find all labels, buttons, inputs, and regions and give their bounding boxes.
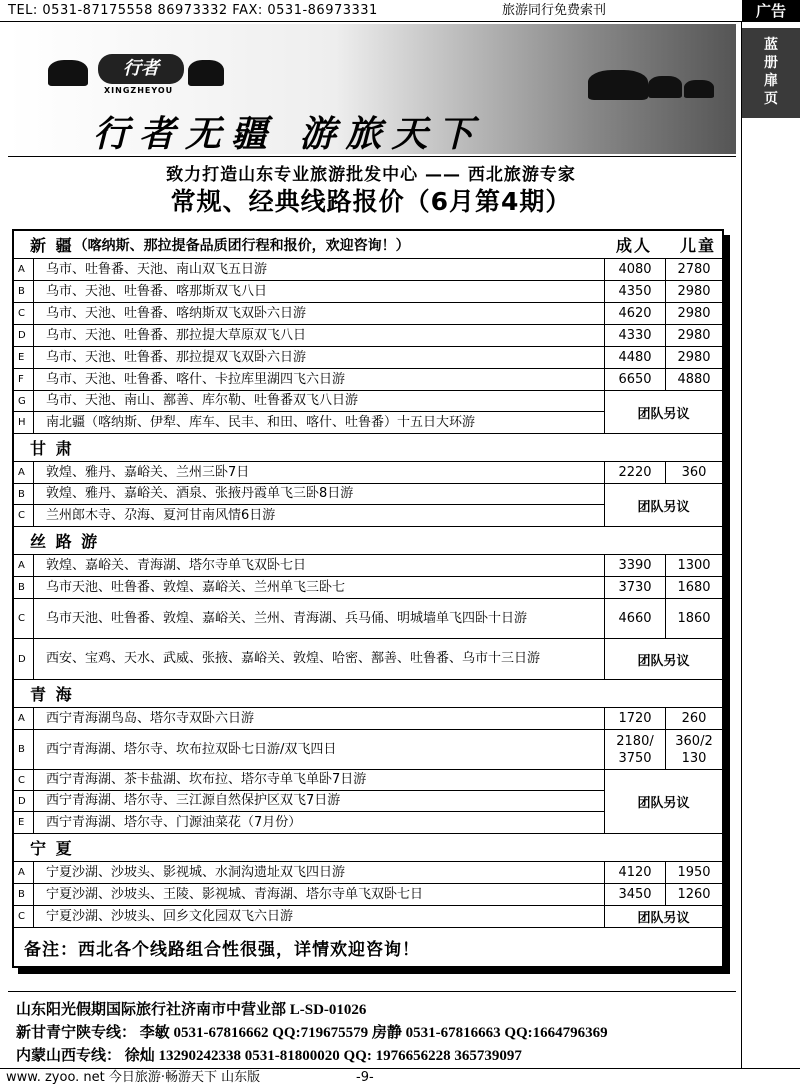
group-rows [14, 770, 722, 834]
child-price: 1300 [677, 558, 711, 573]
route-row [14, 730, 722, 770]
route-row [14, 555, 722, 577]
group-left [14, 484, 604, 526]
section-note: （喀纳斯、那拉提备品质团行程和报价，欢迎咨询！） [73, 237, 410, 254]
adult-price: 2180/ 3750 [604, 730, 666, 769]
route-row [14, 462, 722, 484]
section-name: 新 疆 [30, 236, 74, 255]
route-letter: A [14, 708, 34, 729]
camel-logo-icon [188, 60, 224, 86]
adult-price: 4620 [604, 303, 666, 324]
route-name: 西宁青海湖、塔尔寺、坎布拉双卧七日游/双飞四日 [46, 741, 337, 757]
route-letter: C [14, 770, 34, 790]
side-tab-char: 扉 [764, 73, 778, 89]
route-name: 乌市、天池、吐鲁番、喀什、卡拉库里湖四飞六日游 [46, 371, 346, 387]
route-letter: H [14, 412, 34, 433]
child-header: 儿童 [680, 236, 717, 255]
camel-silhouette-icon [648, 76, 682, 98]
child-price: 4880 [677, 372, 711, 387]
route-name: 乌市天池、吐鲁番、敦煌、嘉峪关、兰州、青海湖、兵马俑、明城墙单飞四卧十日游 [46, 610, 528, 626]
child-price: 2980 [677, 284, 711, 299]
route-row [14, 906, 604, 927]
route-name: 宁夏沙湖、沙坡头、回乡文化园双飞六日游 [46, 908, 294, 924]
route-row [14, 391, 604, 412]
section-header [14, 231, 722, 259]
contact-line-northwest: 新甘青宁陕专线： 李敏 0531-67816662 QQ:719675579 房静 0531-67816663 QQ:1664796369 [16, 1025, 608, 1041]
route-row [14, 599, 722, 639]
slogan: 行者无疆 游旅天下 [93, 113, 484, 155]
side-tab-char: 页 [764, 91, 778, 107]
group-price-note: 团队另议 [604, 639, 722, 679]
route-row [14, 325, 722, 347]
route-letter: E [14, 812, 34, 833]
group-price-note: 团队另议 [604, 906, 722, 927]
route-name: 乌市、吐鲁番、天池、南山双飞五日游 [46, 261, 268, 277]
route-row [14, 812, 604, 833]
route-row [14, 259, 722, 281]
ad-label: 广告 [742, 0, 800, 22]
route-name: 敦煌、雅丹、嘉峪关、兰州三卧7日 [46, 464, 250, 480]
section-header [14, 680, 722, 708]
divider [8, 156, 736, 157]
group-rows [14, 391, 722, 434]
side-tab-char: 册 [764, 55, 778, 71]
free-copy-note: 旅游同行免费索刊 [502, 3, 607, 18]
route-letter: E [14, 347, 34, 368]
route-name: 南北疆（喀纳斯、伊犁、库车、民丰、和田、喀什、吐鲁番）十五日大环游 [46, 414, 476, 430]
adult-price: 4660 [604, 599, 666, 638]
tagline: 致力打造山东专业旅游批发中心 —— 西北旅游专家 [166, 165, 576, 185]
route-name: 西宁青海湖、塔尔寺、门源油菜花（7月份） [46, 814, 302, 830]
footer [0, 1068, 800, 1086]
group-price-note: 团队另议 [604, 770, 722, 833]
route-row [14, 884, 722, 906]
route-row [14, 281, 722, 303]
route-row [14, 303, 722, 325]
child-price: 2980 [677, 350, 711, 365]
route-name: 乌市、天池、吐鲁番、喀那斯双飞八日 [46, 283, 268, 299]
route-row [14, 369, 722, 391]
footer-url: www. zyoo. net 今日旅游·畅游天下 山东版 [6, 1070, 261, 1085]
section-name: 宁 夏 [30, 839, 74, 858]
side-tab [742, 28, 800, 118]
route-name: 兰州郎木寺、尕海、夏河甘南风情6日游 [46, 507, 276, 523]
adult-price: 4120 [604, 862, 666, 883]
child-price: 1680 [677, 580, 711, 595]
route-letter: D [14, 791, 34, 811]
route-letter: A [14, 555, 34, 576]
route-name: 乌市、天池、吐鲁番、那拉提大草原双飞八日 [46, 327, 307, 343]
adult-price: 6650 [604, 369, 666, 390]
route-letter: C [14, 505, 34, 526]
child-price: 2980 [677, 328, 711, 343]
camel-silhouette-icon [588, 70, 648, 100]
route-row [14, 412, 604, 433]
adult-header: 成人 [616, 236, 653, 255]
group-left [14, 906, 604, 927]
route-name: 西宁青海湖鸟岛、塔尔寺双卧六日游 [46, 710, 255, 726]
adult-price: 3450 [604, 884, 666, 905]
route-letter: B [14, 577, 34, 598]
route-row [14, 505, 604, 526]
top-bar [0, 0, 800, 22]
group-left [14, 770, 604, 833]
group-rows [14, 906, 722, 928]
section-name: 丝 路 游 [30, 532, 100, 551]
route-name: 西安、宝鸡、天水、武威、张掖、嘉峪关、敦煌、哈密、鄯善、吐鲁番、乌市十三日游 [46, 651, 541, 666]
route-name: 敦煌、嘉峪关、青海湖、塔尔寺单飞双卧七日 [46, 557, 307, 573]
child-price: 260 [681, 711, 707, 726]
adult-price: 1720 [604, 708, 666, 729]
camel-silhouette-icon [684, 80, 714, 98]
route-letter: C [14, 303, 34, 324]
route-letter: B [14, 484, 34, 504]
route-name: 西宁青海湖、茶卡盐湖、坎布拉、塔尔寺单飞单卧7日游 [46, 772, 367, 787]
route-letter: G [14, 391, 34, 411]
child-price: 2980 [677, 306, 711, 321]
route-letter: B [14, 281, 34, 302]
camel-logo-icon [48, 60, 88, 86]
group-rows [14, 484, 722, 527]
route-row [14, 639, 604, 679]
section-name: 青 海 [30, 685, 74, 704]
adult-price: 4330 [604, 325, 666, 346]
adult-price: 4480 [604, 347, 666, 368]
adult-price: 2220 [604, 462, 666, 483]
route-letter: A [14, 259, 34, 280]
route-letter: C [14, 906, 34, 927]
price-table [12, 229, 724, 968]
route-letter: D [14, 639, 34, 679]
agency-line: 山东阳光假期国际旅行社济南市中营业部 L-SD-01026 [16, 1002, 367, 1018]
page-title: 常规、经典线路报价（6月第4期） [170, 187, 572, 216]
group-left [14, 391, 604, 433]
route-row [14, 708, 722, 730]
route-name: 西宁青海湖、塔尔寺、三江源自然保护区双飞7日游 [46, 793, 341, 808]
group-rows [14, 639, 722, 680]
adult-price: 4080 [604, 259, 666, 280]
route-letter: B [14, 884, 34, 905]
remark: 备注：西北各个线路组合性很强，详情欢迎咨询！ [24, 939, 420, 960]
logo [48, 46, 228, 106]
adult-price: 3390 [604, 555, 666, 576]
route-row [14, 484, 604, 505]
section-header [14, 527, 722, 555]
route-letter: D [14, 325, 34, 346]
route-letter: F [14, 369, 34, 390]
route-name: 敦煌、雅丹、嘉峪关、酒泉、张掖丹霞单飞三卧8日游 [46, 486, 354, 501]
route-letter: C [14, 599, 34, 638]
child-price: 1860 [677, 611, 711, 626]
divider [8, 991, 736, 992]
group-price-note: 团队另议 [604, 484, 722, 526]
route-name: 乌市、天池、南山、鄯善、库尔勒、吐鲁番双飞八日游 [46, 393, 359, 408]
child-price: 1260 [677, 887, 711, 902]
logo-mark: 行者 [98, 54, 184, 84]
page-number: -9- [356, 1070, 374, 1085]
route-name: 宁夏沙湖、沙坡头、王陵、影视城、青海湖、塔尔寺单飞双卧七日 [46, 886, 424, 902]
group-left [14, 639, 604, 679]
adult-price: 4350 [604, 281, 666, 302]
child-price: 360/2 130 [675, 733, 713, 766]
banner [8, 24, 736, 154]
route-letter: A [14, 462, 34, 483]
section-name: 甘 肃 [30, 439, 74, 458]
section-header [14, 434, 722, 462]
group-price-note: 团队另议 [604, 391, 722, 433]
route-row [14, 347, 722, 369]
contact-tel-fax: TEL: 0531-87175558 86973332 FAX: 0531-86973331 [8, 3, 378, 18]
route-name: 乌市、天池、吐鲁番、喀纳斯双飞双卧六日游 [46, 305, 307, 321]
route-name: 乌市天池、吐鲁番、敦煌、嘉峪关、兰州单飞三卧七 [46, 579, 346, 595]
route-letter: B [14, 730, 34, 769]
route-row [14, 577, 722, 599]
adult-price: 3730 [604, 577, 666, 598]
route-name: 乌市、天池、吐鲁番、那拉提双飞双卧六日游 [46, 349, 307, 365]
child-price: 2780 [677, 262, 711, 277]
route-row [14, 770, 604, 791]
contact-line-inner-mongolia: 内蒙山西专线： 徐灿 13290242338 0531-81800020 QQ: 1976656228 365739097 [16, 1048, 522, 1064]
route-name: 宁夏沙湖、沙坡头、影视城、水洞沟遗址双飞四日游 [46, 864, 346, 880]
route-row [14, 791, 604, 812]
side-tab-char: 蓝 [764, 37, 778, 53]
logo-subtitle: XINGZHEYOU [104, 86, 174, 95]
route-row [14, 862, 722, 884]
section-header [14, 834, 722, 862]
route-letter: A [14, 862, 34, 883]
child-price: 360 [681, 465, 707, 480]
child-price: 1950 [677, 865, 711, 880]
